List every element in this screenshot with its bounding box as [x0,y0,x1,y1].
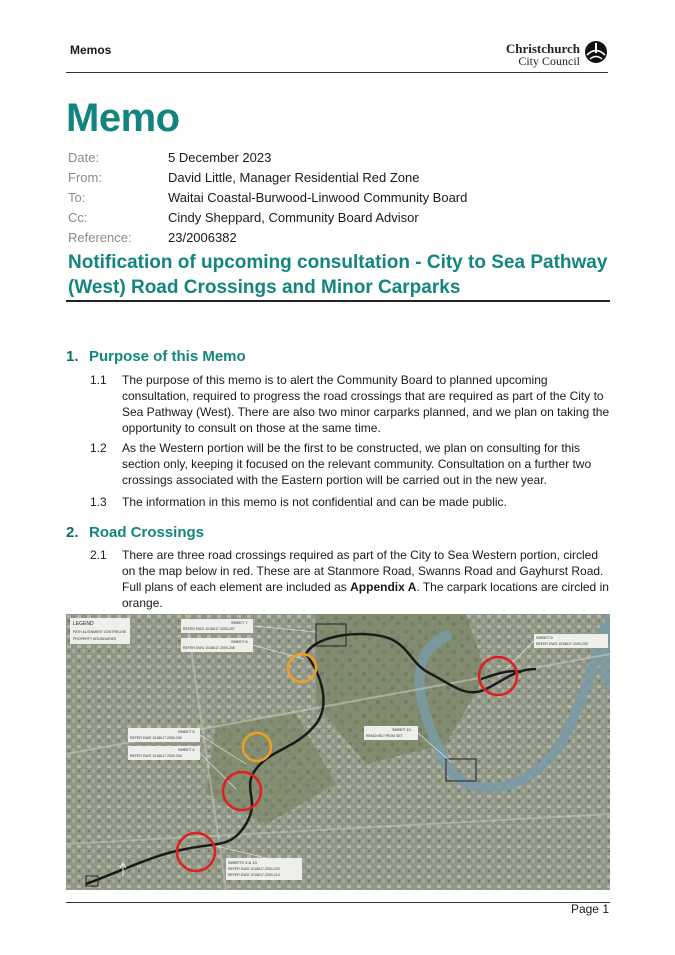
map-label-sheet-9 [534,634,608,648]
meta-key: From: [68,169,102,185]
council-crest-icon [584,40,608,66]
section-heading [66,524,204,541]
map-legend-item: PROPERTY BOUNDARIES [73,637,117,641]
memo-subject [68,250,608,300]
footer-divider [66,902,610,903]
page-number: Page 1 [570,902,609,916]
paragraph-number: 1.1 [90,373,107,387]
header-divider [66,72,608,73]
council-logo [498,40,608,68]
meta-row-cc [68,207,608,227]
appendix-reference: Appendix A [350,580,417,594]
meta-key: Date: [68,149,100,165]
paragraph-text-part: . The carpark locations are circled in orange. [122,580,609,610]
map-label-sheet-4 [128,746,200,760]
svg-text:SHEETS 3 & 13: SHEETS 3 & 13 [228,860,257,865]
meta-key: Cc: [68,209,88,225]
svg-text:SHEET 9: SHEET 9 [536,635,553,640]
memo-meta [68,147,608,247]
svg-text:REFER DWG 1018617.2000-209: REFER DWG 1018617.2000-209 [536,642,588,646]
map-label-sheets-3-13 [226,858,302,880]
svg-text:REFER DWG 1018617.2000-203: REFER DWG 1018617.2000-203 [228,867,280,871]
map-legend-title: LEGEND [73,621,94,627]
meta-row-to [68,187,608,207]
paragraph [90,547,610,611]
meta-value: 23/2006382 [168,229,237,245]
memo-title: Memo [66,96,180,140]
section-number: 1. [66,348,79,365]
aerial-map-image [66,614,610,890]
paragraph-text: The information in this memo is not confidential and can be made public. [122,495,507,509]
paragraph [90,440,610,488]
map-label-sheet-5 [128,728,200,742]
subject-line: Notification of upcoming consultation - City to Sea Pathway [68,252,608,273]
svg-text:REMOVED FROM SET: REMOVED FROM SET [366,734,403,738]
map-label-sheet-10 [364,726,418,740]
paragraph-text-part: There are three road crossings required as part of the City to Sea Western portion, circled on the map below in red. These are at Stanmore Road, Swanns Road and Gayhurst Road. Full plans of each element are included as [122,548,604,594]
meta-value: Waitai Coastal-Burwood-Linwood Community Board [168,189,468,205]
subject-line: (West) Road Crossings and Minor Carparks [68,277,461,298]
paragraph [90,494,610,510]
map-label-sheet-7 [181,619,253,633]
map-label-sheet-6 [181,638,253,652]
paragraph-number: 2.1 [90,548,107,562]
svg-text:SHEET 4: SHEET 4 [178,747,195,752]
paragraph-text: As the Western portion will be the first to be constructed, we plan on consulting for this section only, keeping it focused on the relevant community. Consultation on a further two crossings associated with the Eastern portion will be carried out in the new year. [122,441,592,487]
paragraph [90,372,610,436]
paragraph-number: 1.2 [90,441,107,455]
logo-text-line1: Christchurch [505,41,580,56]
meta-row-reference [68,227,608,247]
meta-row-date [68,147,608,167]
section-number: 2. [66,524,79,541]
svg-text:SHEET 7: SHEET 7 [231,620,248,625]
map-legend-item: PATH ALIGNMENT CENTRELINE [73,630,127,634]
svg-text:REFER DWG 1018617.2000-213: REFER DWG 1018617.2000-213 [228,873,280,877]
meta-key: Reference: [68,229,132,245]
subject-divider [66,300,610,302]
svg-text:REFER DWG 1018617.2000-207: REFER DWG 1018617.2000-207 [183,627,235,631]
svg-text:SHEET 5: SHEET 5 [178,729,195,734]
svg-text:SHEET 6: SHEET 6 [231,639,248,644]
paragraph-text: The purpose of this memo is to alert the Community Board to planned upcoming consultation, required to progress the road crossings that are required as part of the City to Sea Pathway (West). There are also two minor carparks planned, and we plan on taking the opportunity to consult on those at the same time. [122,373,610,435]
meta-value: David Little, Manager Residential Red Zone [168,169,420,185]
meta-key: To: [68,189,86,205]
logo-text-line2: City Council [518,54,580,68]
svg-text:REFER DWG 1018617.2000-205: REFER DWG 1018617.2000-205 [130,736,182,740]
header-label: Memos [70,43,112,57]
svg-text:REFER DWG 1018617.2000-206: REFER DWG 1018617.2000-206 [183,646,235,650]
page-header [66,40,608,76]
meta-value: 5 December 2023 [168,149,272,165]
svg-text:SHEET 10: SHEET 10 [392,727,411,732]
section-title: Purpose of this Memo [89,348,246,365]
svg-text:REFER DWG 1018617.2000-204: REFER DWG 1018617.2000-204 [130,754,182,758]
paragraph-number: 1.3 [90,495,107,509]
route-map [66,614,610,890]
paragraph-text [122,547,610,611]
meta-value: Cindy Sheppard, Community Board Advisor [168,209,419,225]
meta-row-from [68,167,608,187]
section-heading [66,348,246,365]
section-title: Road Crossings [89,524,205,541]
